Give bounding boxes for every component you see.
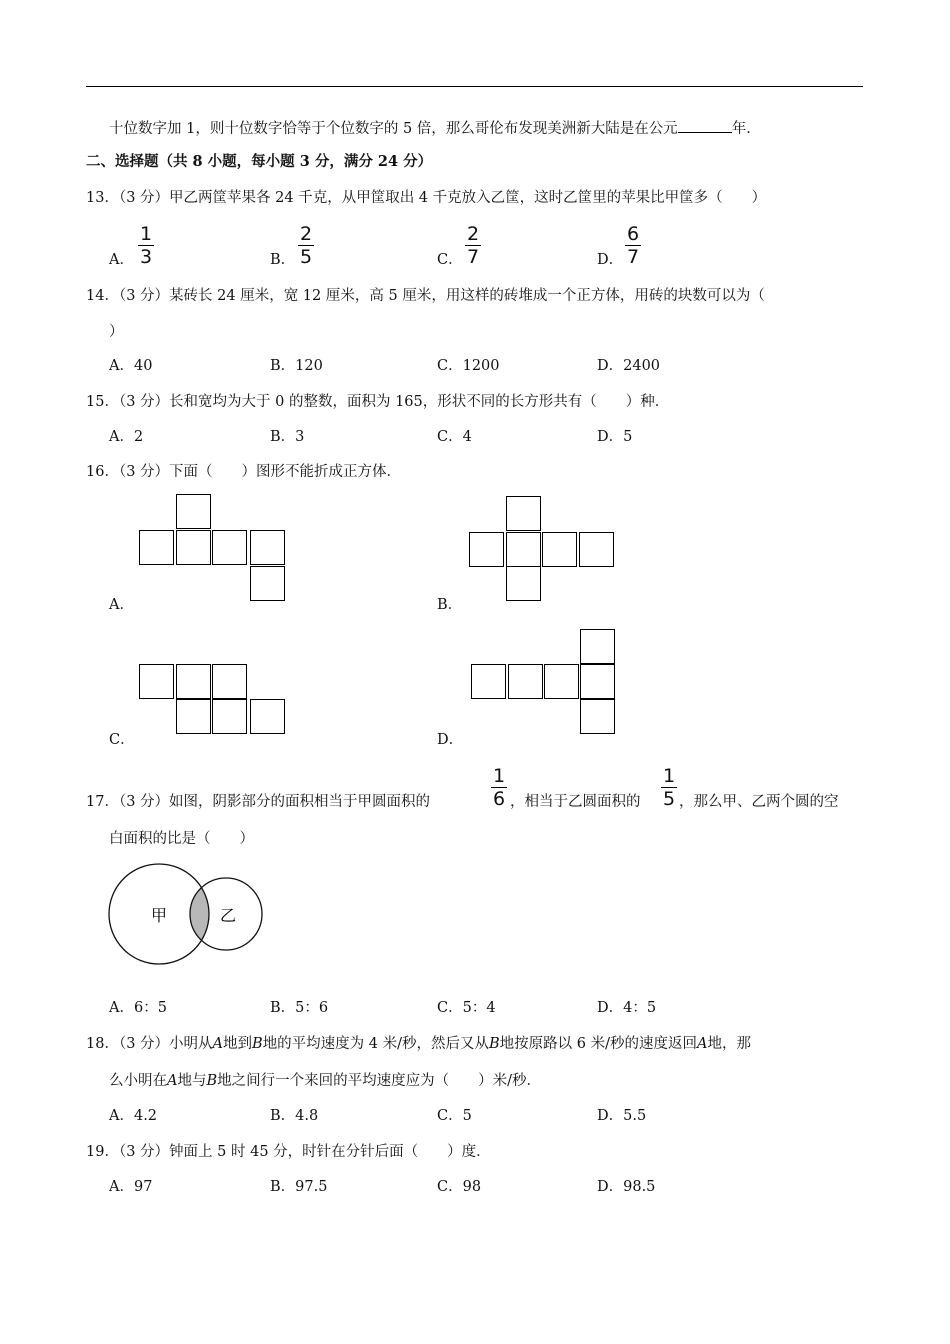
q13-option-d-label: D．	[597, 252, 624, 268]
q18-option-b: B．4.8	[270, 1108, 319, 1124]
net-square	[250, 530, 285, 565]
q13-option-a-label: A．	[109, 252, 134, 268]
q14-stem-line1: 14．（3 分）某砖长 24 厘米，宽 12 厘米，高 5 厘米，用这样的砖堆成一个正方体，用砖的块数可以为（	[86, 288, 765, 304]
q13-option-b-fraction	[297, 224, 315, 267]
q18-text: 么小明在	[109, 1073, 167, 1089]
q15-option-c: C．4	[437, 429, 472, 445]
q18-option-a: A．4.2	[109, 1108, 158, 1124]
net-square	[580, 629, 615, 664]
frac-den: 5	[662, 788, 676, 810]
prev-question-text-end: 年．	[731, 121, 761, 137]
answer-blank	[678, 118, 732, 133]
var-b: B	[206, 1073, 218, 1089]
q13-option-b-label: B．	[270, 252, 296, 268]
net-square	[176, 664, 211, 699]
q14-option-a: A．40	[109, 358, 153, 374]
q13-option-c-label: C．	[437, 252, 463, 268]
frac-den: 7	[466, 246, 480, 268]
q17-option-a: A．6：5	[109, 1000, 167, 1016]
q17-stem-part1: 17．（3 分）如图，阴影部分的面积相当于甲圆面积的	[86, 794, 431, 810]
net-square	[176, 699, 211, 734]
q16-option-a: A．	[109, 597, 134, 613]
frac-den: 6	[492, 788, 506, 810]
q17-option-b: B．5：6	[270, 1000, 329, 1016]
net-square	[506, 566, 541, 601]
net-square	[508, 664, 543, 699]
q18-text: 18．（3 分）小明从	[86, 1036, 213, 1052]
q17-stem-part3: ，那么甲、乙两个圆的空	[679, 794, 839, 810]
net-square	[250, 566, 285, 601]
var-a: A	[167, 1073, 178, 1089]
frac-num: 2	[466, 223, 480, 245]
net-square	[469, 532, 504, 567]
q14-option-b: B．120	[270, 358, 323, 374]
net-square	[579, 532, 614, 567]
frac-num: 1	[139, 223, 153, 245]
q19-option-a: A．97	[109, 1179, 153, 1195]
q18-stem-line1	[86, 1034, 751, 1054]
net-square	[139, 530, 174, 565]
frac-num: 6	[626, 223, 640, 245]
q17-fraction-2	[660, 766, 678, 809]
prev-question-tail	[109, 118, 761, 139]
net-square	[212, 699, 247, 734]
q14-stem-line2: ）	[109, 324, 124, 340]
var-b: B	[489, 1036, 500, 1052]
q15-option-a: A．2	[109, 429, 144, 445]
frac-den: 7	[626, 246, 640, 268]
q18-text: 地与	[177, 1073, 207, 1089]
q13-option-d-fraction	[624, 224, 642, 267]
q16-stem: 16．（3 分）下面（ ）图形不能折成正方体．	[86, 464, 402, 480]
circle-yi-label: 乙	[219, 906, 237, 925]
q19-option-c: C．98	[437, 1179, 482, 1195]
q14-option-d: D．2400	[597, 358, 661, 374]
net-square	[580, 664, 615, 699]
q19-option-b: B．97.5	[270, 1179, 328, 1195]
q18-option-d: D．5.5	[597, 1108, 647, 1124]
q16-option-d: D．	[437, 732, 464, 748]
net-square	[250, 699, 285, 734]
q13-option-c-fraction	[464, 224, 482, 267]
q16-option-c: C．	[109, 732, 135, 748]
q18-stem-line2	[109, 1071, 541, 1091]
frac-num: 1	[492, 765, 506, 787]
q18-text: 地的平均速度为 4 米/秒，然后又从	[262, 1036, 490, 1052]
q18-text: 地按原路以 6 米/秒的速度返回	[499, 1036, 697, 1052]
q18-text: 地之间行一个来回的平均速度应为（ ）米/秒．	[217, 1073, 542, 1089]
q19-stem: 19．（3 分）钟面上 5 时 45 分，时针在分针后面（ ）度．	[86, 1144, 491, 1160]
q18-text: 地，那	[707, 1036, 751, 1052]
net-square	[212, 664, 247, 699]
header-rule	[86, 86, 863, 87]
net-square	[139, 664, 174, 699]
q18-text: 地到	[223, 1036, 253, 1052]
q17-stem-part2: ，相当于乙圆面积的	[510, 794, 641, 810]
frac-den: 5	[299, 246, 313, 268]
q15-option-b: B．3	[270, 429, 305, 445]
q16-option-b: B．	[437, 597, 463, 613]
q17-stem-line2: 白面积的比是（ ）	[109, 831, 254, 847]
net-square	[506, 496, 541, 531]
frac-num: 1	[662, 765, 676, 787]
q17-option-c: C．5：4	[437, 1000, 496, 1016]
section-title: 二、选择题（共 8 小题，每小题 3 分，满分 24 分）	[86, 153, 433, 170]
q17-option-d: D．4：5	[597, 1000, 657, 1016]
q17-fraction-1	[490, 766, 508, 809]
q17-venn-diagram	[100, 855, 270, 973]
net-square	[212, 530, 247, 565]
net-square	[176, 530, 211, 565]
q15-stem: 15．（3 分）长和宽均为大于 0 的整数，面积为 165，形状不同的长方形共有（ ）种．	[86, 394, 670, 410]
net-square	[580, 699, 615, 734]
net-square	[471, 664, 506, 699]
net-square	[544, 664, 579, 699]
q14-option-c: C．1200	[437, 358, 500, 374]
q13-option-a-fraction	[137, 224, 155, 267]
var-a: A	[697, 1036, 708, 1052]
net-square	[506, 532, 541, 567]
var-a: A	[212, 1036, 224, 1052]
net-square	[542, 532, 577, 567]
q13-stem: 13．（3 分）甲乙两筐苹果各 24 千克，从甲筐取出 4 千克放入乙筐，这时乙筐里的苹果比甲筐多（ ）	[86, 190, 767, 206]
q19-option-d: D．98.5	[597, 1179, 656, 1195]
prev-question-text: 十位数字加 1，则十位数字恰等于个位数字的 5 倍，那么哥伦布发现美洲新大陆是在公元	[109, 121, 678, 137]
circle-jia-label: 甲	[150, 906, 168, 925]
frac-num: 2	[299, 223, 313, 245]
q18-option-c: C．5	[437, 1108, 472, 1124]
net-square	[176, 494, 211, 529]
q15-option-d: D．5	[597, 429, 633, 445]
frac-den: 3	[139, 246, 153, 268]
var-b: B	[252, 1036, 263, 1052]
